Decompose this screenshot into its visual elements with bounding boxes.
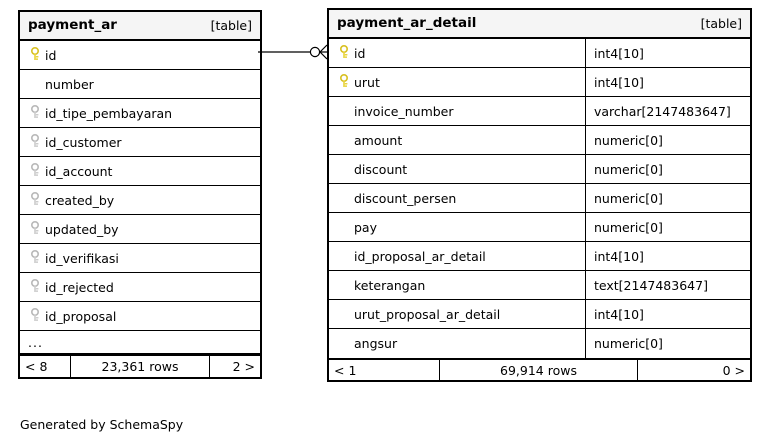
column-list [329,39,750,358]
column-label: discount_persen [354,190,457,206]
column-name-cell [20,186,260,214]
column-label: id_proposal [45,308,117,324]
next-page-button[interactable]: 2 > [232,359,255,374]
column-type-cell: numeric[0] [594,161,663,177]
column-name-cell [20,157,260,185]
table-row[interactable] [20,41,260,70]
column-label: id_proposal_ar_detail [354,248,486,264]
column-label: urut_proposal_ar_detail [354,306,501,322]
column-type-cell: text[2147483647] [594,277,708,293]
column-label: urut [354,74,380,90]
column-name-cell [329,184,586,212]
table-row[interactable] [20,273,260,302]
column-name-cell [329,155,586,183]
column-name-cell [329,68,586,96]
foreign-key-icon [28,308,42,322]
row-count-label: 69,914 rows [439,360,638,380]
table-row[interactable] [329,213,750,242]
column-name-cell [20,215,260,243]
foreign-key-icon [28,192,42,206]
table-row[interactable] [20,186,260,215]
table-row[interactable] [329,155,750,184]
column-label: id [354,45,366,61]
column-type-cell: int4[10] [594,45,644,61]
table-row[interactable] [329,300,750,329]
table-row[interactable] [329,242,750,271]
column-label: discount [354,161,408,177]
table-row[interactable] [329,271,750,300]
column-name-cell [329,126,586,154]
table-row[interactable] [329,97,750,126]
prev-page-button[interactable]: < 1 [334,362,357,378]
row-count-label: 23,361 rows [70,356,210,377]
foreign-key-icon [28,250,42,264]
column-label: pay [354,219,377,235]
table-row[interactable] [20,244,260,273]
column-label: id_verifikasi [45,250,119,266]
column-name-cell [329,271,586,299]
column-label: id [45,47,57,63]
column-type-cell: varchar[2147483647] [594,103,731,119]
foreign-key-icon [28,221,42,235]
column-name-cell [329,213,586,241]
prev-page-button[interactable]: < 8 [25,359,48,374]
table-row[interactable] [20,99,260,128]
table-type-tag: [table] [700,15,742,31]
column-name-cell [20,70,260,98]
foreign-key-icon [28,105,42,119]
column-name-cell [20,41,260,69]
column-label: id_rejected [45,279,114,295]
column-type-cell: numeric[0] [594,219,663,235]
column-type-cell: numeric[0] [594,132,663,148]
column-label: id_customer [45,134,122,150]
column-label: amount [354,132,403,148]
column-label: updated_by [45,221,119,237]
table-header [329,10,750,39]
table-row[interactable] [20,70,260,99]
column-name-cell [329,97,586,125]
column-name-cell [20,244,260,272]
relationship-connector [258,40,334,64]
table-row[interactable] [20,157,260,186]
column-list [20,41,260,355]
table-title: payment_ar [28,17,117,33]
column-name-cell [329,329,586,358]
table-row[interactable] [329,126,750,155]
more-columns-indicator: ... [20,331,260,355]
column-name-cell [329,242,586,270]
column-label: keterangan [354,277,426,293]
table-payment-ar-detail[interactable] [327,8,752,382]
column-name-cell [20,302,260,330]
column-name-cell [329,300,586,328]
column-label: id_tipe_pembayaran [45,105,173,121]
primary-key-icon [337,45,351,59]
column-name-cell [20,273,260,301]
column-label: invoice_number [354,103,454,119]
generated-by-caption: Generated by SchemaSpy [20,417,184,432]
column-type-cell: numeric[0] [594,190,663,206]
table-title: payment_ar_detail [337,15,477,31]
table-header [20,12,260,41]
table-row[interactable] [20,302,260,331]
primary-key-icon [337,74,351,88]
column-label: angsur [354,336,398,351]
column-name-cell [20,99,260,127]
table-row[interactable] [20,128,260,157]
column-type-cell: numeric[0] [594,336,663,351]
column-type-cell: int4[10] [594,74,644,90]
column-type-cell: int4[10] [594,306,644,322]
next-page-button[interactable]: 0 > [722,362,745,378]
column-name-cell [20,128,260,156]
table-row[interactable] [329,329,750,358]
column-label: created_by [45,192,115,208]
table-footer [329,358,750,380]
table-type-tag: [table] [210,17,252,33]
table-footer [20,355,260,377]
column-name-cell [329,39,586,67]
table-row[interactable] [329,68,750,97]
primary-key-icon [28,47,42,61]
table-row[interactable] [20,215,260,244]
foreign-key-icon [28,134,42,148]
table-payment-ar[interactable] [18,10,262,379]
column-type-cell: int4[10] [594,248,644,264]
table-row[interactable] [329,39,750,68]
table-row[interactable] [329,184,750,213]
foreign-key-icon [28,163,42,177]
column-label: number [45,76,94,92]
foreign-key-icon [28,279,42,293]
column-label: id_account [45,163,113,179]
